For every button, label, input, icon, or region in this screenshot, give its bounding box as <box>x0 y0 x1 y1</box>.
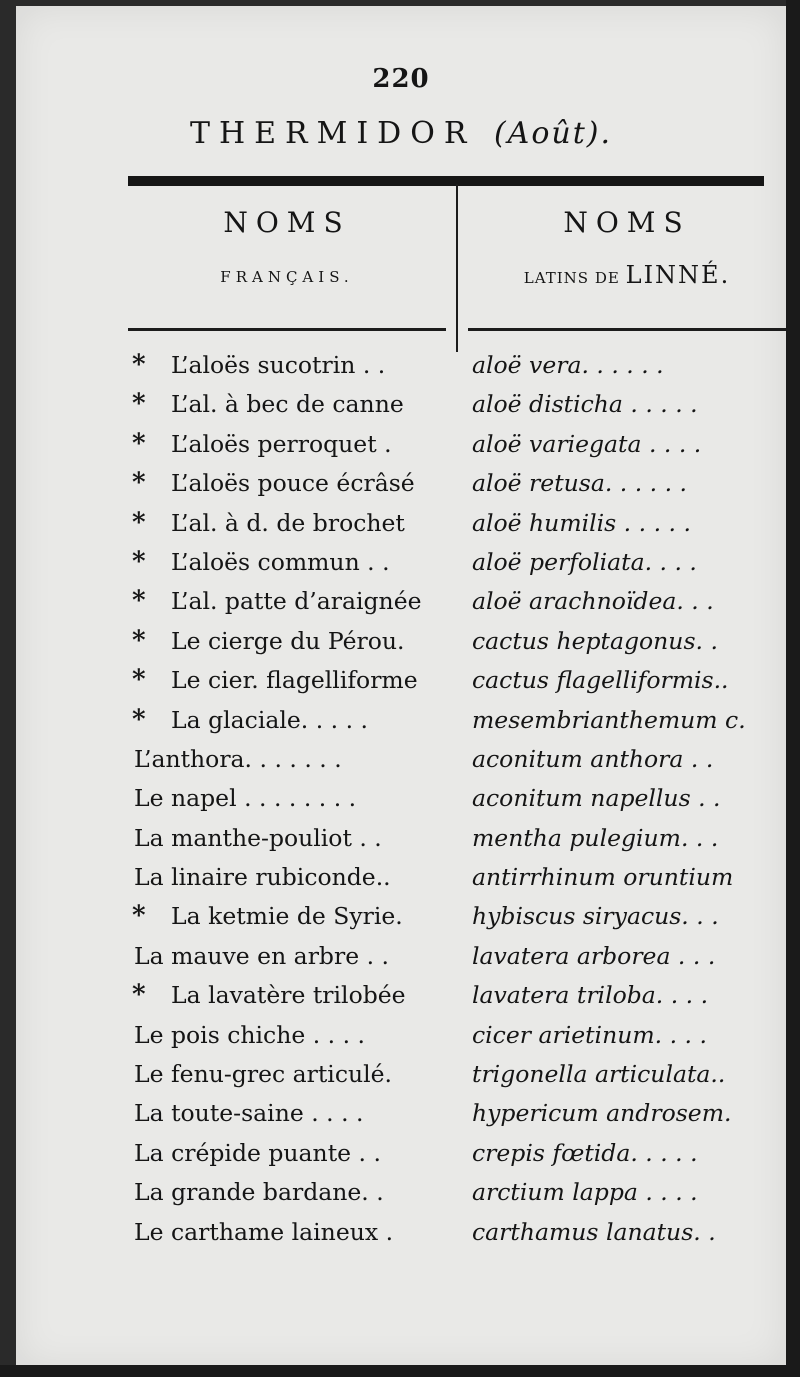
latin-name: aconitum anthora . . <box>472 744 714 773</box>
table-row <box>16 504 786 543</box>
asterisk-marker: * <box>132 389 146 420</box>
french-name: Le cier. flagelliforme <box>171 666 418 695</box>
french-name: L’aloës pouce écrâsé <box>171 469 415 498</box>
french-name: La ketmie de Syrie. <box>171 902 403 931</box>
table-row <box>16 1055 786 1094</box>
french-name: Le cierge du Pérou. <box>171 626 405 655</box>
latin-name: lavatera triloba. . . . <box>472 981 709 1010</box>
asterisk-marker: * <box>132 704 146 735</box>
latin-name: carthamus lanatus. . <box>472 1217 716 1246</box>
french-name: La manthe-pouliot . . <box>134 823 382 852</box>
french-name: La lavatère trilobée <box>171 981 406 1010</box>
french-name: Le fenu-grec articulé. <box>134 1060 393 1089</box>
french-name: La mauve en arbre . . <box>134 941 389 970</box>
asterisk-marker: * <box>132 507 146 538</box>
table-row <box>16 976 786 1015</box>
table-row <box>16 346 786 385</box>
french-name: L’aloës sucotrin . . <box>171 351 386 379</box>
table-row <box>16 1134 786 1173</box>
asterisk-marker: * <box>132 546 146 577</box>
table-row <box>16 661 786 700</box>
french-name: Le napel . . . . . . . . <box>134 784 357 813</box>
latin-name: trigonella articulata.. <box>472 1060 726 1089</box>
french-name: La grande bardane. . <box>134 1178 384 1207</box>
latin-name: hybiscus siryacus. . . <box>472 902 719 931</box>
asterisk-marker: * <box>132 428 146 459</box>
page-edge-shadow <box>786 0 800 1377</box>
latin-name: cactus flagelliformis.. <box>472 666 729 695</box>
table-row <box>16 1094 786 1133</box>
french-name: Le pois chiche . . . . <box>134 1020 365 1049</box>
table-row <box>16 779 786 818</box>
asterisk-marker: * <box>132 586 146 617</box>
table-row <box>16 464 786 503</box>
page-bottom-shadow <box>0 1365 800 1377</box>
french-name: La glaciale. . . . . <box>171 705 368 734</box>
french-name: La crépide puante . . <box>134 1138 381 1167</box>
table-row <box>16 740 786 779</box>
table-row <box>16 1016 786 1055</box>
french-name: Le carthame laineux . <box>134 1217 394 1246</box>
book-page <box>16 6 786 1368</box>
french-name: L’al. à bec de canne <box>171 390 404 419</box>
table-row <box>16 937 786 976</box>
table-row <box>16 385 786 424</box>
latin-name: hypericum androsem. <box>472 1099 732 1128</box>
table-row <box>16 543 786 582</box>
latin-name: arctium lappa . . . . <box>472 1178 698 1207</box>
asterisk-marker: * <box>132 901 146 932</box>
asterisk-marker: * <box>132 625 146 656</box>
right-column-subheading <box>468 261 786 289</box>
right-sub-big: LINNÉ. <box>625 261 731 289</box>
left-column-rule <box>128 328 446 331</box>
latin-name: cactus heptagonus. . <box>472 626 718 655</box>
header-rule <box>128 176 764 186</box>
table-row <box>16 858 786 897</box>
asterisk-marker: * <box>132 468 146 499</box>
latin-name: aloë vera. . . . . . <box>472 351 664 379</box>
asterisk-marker: * <box>132 980 146 1011</box>
column-divider <box>456 184 458 352</box>
page-number: 220 <box>372 64 430 94</box>
left-column-subheading: FRANÇAIS. <box>220 268 354 286</box>
left-column-heading: NOMS <box>223 206 351 239</box>
latin-name: aloë variegata . . . . <box>472 429 702 458</box>
latin-name: lavatera arborea . . . <box>472 941 716 970</box>
table-row <box>16 1173 786 1212</box>
latin-name: aconitum napellus . . <box>472 784 721 813</box>
latin-name: aloë arachnoïdea. . . <box>472 587 714 616</box>
latin-name: antirrhinum oruntium <box>472 863 734 892</box>
page-title <box>16 116 786 151</box>
french-name: L’al. à d. de brochet <box>171 508 405 537</box>
latin-name: mesembrianthemum c. <box>472 705 746 734</box>
french-name: L’aloës perroquet . <box>171 429 392 458</box>
table-row <box>16 425 786 464</box>
latin-name: aloë retusa. . . . . . <box>472 469 688 498</box>
latin-name: aloë humilis . . . . . <box>472 508 691 537</box>
right-column-heading: NOMS <box>563 206 691 239</box>
french-name: L’al. patte d’araignée <box>171 587 422 616</box>
plant-list <box>16 346 786 1252</box>
latin-name: aloë disticha . . . . . <box>472 390 698 419</box>
latin-name: cicer arietinum. . . . <box>472 1020 707 1049</box>
table-row <box>16 819 786 858</box>
month-paren: (Août). <box>493 116 613 151</box>
table-row <box>16 1213 786 1252</box>
latin-name: aloë perfoliata. . . . <box>472 547 697 576</box>
right-sub-small: LATINS DE <box>523 269 620 287</box>
right-column-rule <box>468 328 786 331</box>
french-name: La linaire rubiconde.. <box>134 863 391 892</box>
table-row <box>16 622 786 661</box>
table-row <box>16 897 786 936</box>
table-row <box>16 701 786 740</box>
latin-name: mentha pulegium. . . <box>472 823 719 852</box>
french-name: L’aloës commun . . <box>171 547 390 576</box>
month-name: THERMIDOR <box>189 116 476 151</box>
latin-name: crepis fœtida. . . . . <box>472 1138 698 1167</box>
french-name: La toute-saine . . . . <box>134 1099 364 1128</box>
asterisk-marker: * <box>132 350 146 380</box>
table-row <box>16 582 786 621</box>
french-name: L’anthora. . . . . . . <box>134 744 342 773</box>
asterisk-marker: * <box>132 665 146 696</box>
